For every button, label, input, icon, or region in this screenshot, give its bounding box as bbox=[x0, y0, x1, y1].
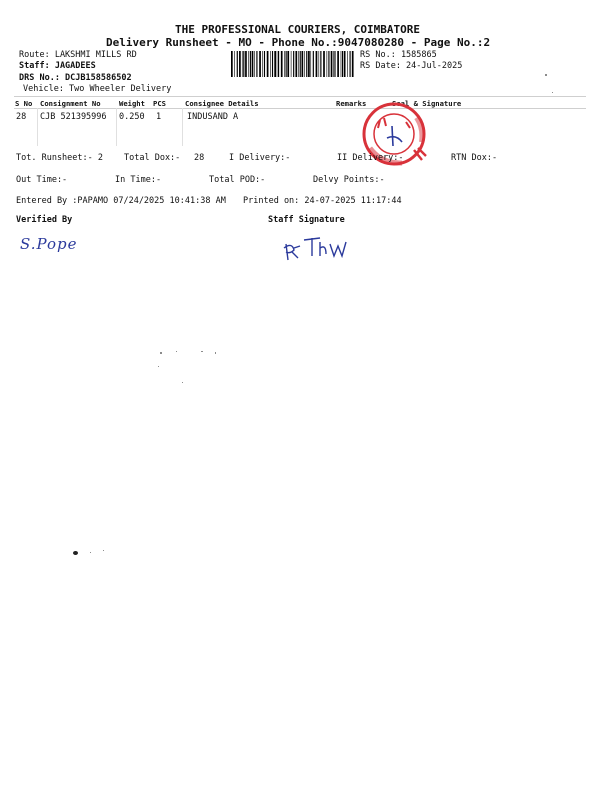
barcode-bar bbox=[344, 51, 346, 77]
scan-speck bbox=[103, 550, 104, 551]
col-header-consignee: Consignee Details bbox=[185, 99, 259, 108]
barcode-bar bbox=[323, 51, 325, 77]
barcode-bar bbox=[248, 51, 249, 77]
barcode-bar bbox=[341, 51, 342, 77]
barcode-bar bbox=[259, 51, 261, 77]
delvy-points: Delvy Points:- bbox=[313, 175, 385, 185]
barcode-bar bbox=[333, 51, 334, 77]
barcode-bar bbox=[242, 51, 243, 77]
barcode-bar bbox=[281, 51, 283, 77]
barcode-bar bbox=[295, 51, 297, 77]
row-sno: 28 bbox=[16, 112, 27, 122]
verified-by-label: Verified By bbox=[16, 215, 73, 225]
verified-handwritten-signature: S.Pope bbox=[20, 235, 78, 253]
barcode-bar bbox=[264, 51, 265, 77]
col-header-remarks: Remarks bbox=[336, 99, 367, 108]
table-top-rule bbox=[14, 96, 586, 97]
row-consignment-no: CJB 521395996 bbox=[40, 112, 107, 122]
rtn-dox: RTN Dox:- bbox=[451, 153, 498, 163]
total-dox-value: 28 bbox=[194, 153, 205, 163]
barcode-bar bbox=[313, 51, 314, 77]
col-header-weight: Weight bbox=[119, 99, 145, 108]
scan-speck bbox=[552, 92, 553, 93]
scan-speck bbox=[90, 552, 91, 553]
barcode-bar bbox=[262, 51, 263, 77]
col-divider bbox=[116, 108, 117, 146]
entered-by: Entered By :PAPAMO 07/24/2025 10:41:38 AM bbox=[16, 196, 226, 206]
scan-speck bbox=[73, 551, 78, 555]
col-header-pcs: PCS bbox=[153, 99, 166, 108]
barcode-bar bbox=[310, 51, 311, 77]
barcode-bar bbox=[250, 51, 251, 77]
staff-signature-label: Staff Signature bbox=[268, 215, 345, 225]
scan-speck bbox=[158, 366, 159, 367]
vehicle-text: Vehicle: Two Wheeler Delivery bbox=[23, 84, 172, 94]
barcode-bar bbox=[298, 51, 299, 77]
barcode-bar bbox=[286, 51, 287, 77]
row-pcs: 1 bbox=[156, 112, 162, 122]
barcode-bar bbox=[231, 51, 233, 77]
barcode-bar bbox=[237, 51, 238, 77]
rs-number: RS No.: 1585865 bbox=[360, 50, 437, 60]
barcode-bar bbox=[245, 51, 247, 77]
barcode-bar bbox=[293, 51, 294, 77]
scan-speck bbox=[545, 74, 547, 76]
barcode-bar bbox=[300, 51, 301, 77]
route-text: Route: LAKSHMI MILLS RD bbox=[19, 50, 137, 60]
scan-speck bbox=[182, 382, 183, 383]
drs-number: DRS No.: DCJB158586502 bbox=[19, 73, 132, 83]
barcode-bar bbox=[277, 51, 278, 77]
barcode-bar bbox=[254, 51, 255, 77]
barcode-bar bbox=[291, 51, 292, 77]
barcode-bar bbox=[256, 51, 257, 77]
barcode-bar bbox=[328, 51, 329, 77]
tot-runsheet: Tot. Runsheet:- 2 bbox=[16, 153, 103, 163]
barcode-bar bbox=[352, 51, 354, 77]
barcode-bar bbox=[320, 51, 321, 77]
barcode-bar bbox=[331, 51, 333, 77]
out-time: Out Time:- bbox=[16, 175, 68, 185]
barcode-bar bbox=[304, 51, 305, 77]
row-consignee: INDUSAND A bbox=[187, 112, 239, 122]
barcode-bar bbox=[308, 51, 310, 77]
barcode-bar bbox=[306, 51, 307, 77]
scan-speck bbox=[215, 352, 216, 354]
col-divider bbox=[37, 108, 38, 146]
staff-text: Staff: JAGADEES bbox=[19, 61, 96, 71]
runsheet-subtitle: Delivery Runsheet - MO - Phone No.:9047080280 - Page No.:2 bbox=[106, 36, 491, 49]
rs-date: RS Date: 24-Jul-2025 bbox=[360, 61, 463, 71]
staff-handwritten-signature bbox=[282, 234, 348, 264]
company-title: THE PROFESSIONAL COURIERS, COIMBATORE bbox=[175, 23, 421, 36]
barcode-bar bbox=[267, 51, 269, 77]
barcode-bar bbox=[270, 51, 271, 77]
barcode-bar bbox=[347, 51, 348, 77]
scan-speck bbox=[160, 352, 162, 354]
barcode-bar bbox=[287, 51, 289, 77]
col-divider bbox=[182, 108, 183, 146]
barcode-bar bbox=[284, 51, 285, 77]
col-header-consignment: Consignment No bbox=[40, 99, 101, 108]
barcode-image bbox=[230, 51, 354, 77]
barcode-bar bbox=[337, 51, 339, 77]
barcode-bar bbox=[302, 51, 304, 77]
scan-speck bbox=[176, 351, 177, 352]
ii-delivery: II Delivery:- bbox=[337, 153, 404, 163]
barcode-bar bbox=[234, 51, 235, 77]
barcode-bar bbox=[342, 51, 343, 77]
barcode-bar bbox=[334, 51, 335, 77]
barcode-bar bbox=[239, 51, 241, 77]
barcode-bar bbox=[316, 51, 318, 77]
barcode-bar bbox=[243, 51, 244, 77]
barcode-bar bbox=[350, 51, 351, 77]
printed-on: Printed on: 24-07-2025 11:17:44 bbox=[243, 196, 402, 206]
barcode-bar bbox=[272, 51, 273, 77]
barcode-bar bbox=[327, 51, 328, 77]
barcode-bar bbox=[274, 51, 276, 77]
barcode-bar bbox=[252, 51, 254, 77]
total-pod: Total POD:- bbox=[209, 175, 266, 185]
barcode-bar bbox=[319, 51, 320, 77]
row-weight: 0.250 bbox=[119, 112, 145, 122]
col-header-sno: S No bbox=[15, 99, 33, 108]
total-dox-label: Total Dox:- bbox=[124, 153, 181, 163]
i-delivery: I Delivery:- bbox=[229, 153, 291, 163]
table-header-rule bbox=[14, 108, 586, 109]
scan-speck bbox=[201, 351, 203, 352]
barcode-bar bbox=[278, 51, 279, 77]
col-header-seal: Seal & Signature bbox=[392, 99, 462, 108]
in-time: In Time:- bbox=[115, 175, 162, 185]
